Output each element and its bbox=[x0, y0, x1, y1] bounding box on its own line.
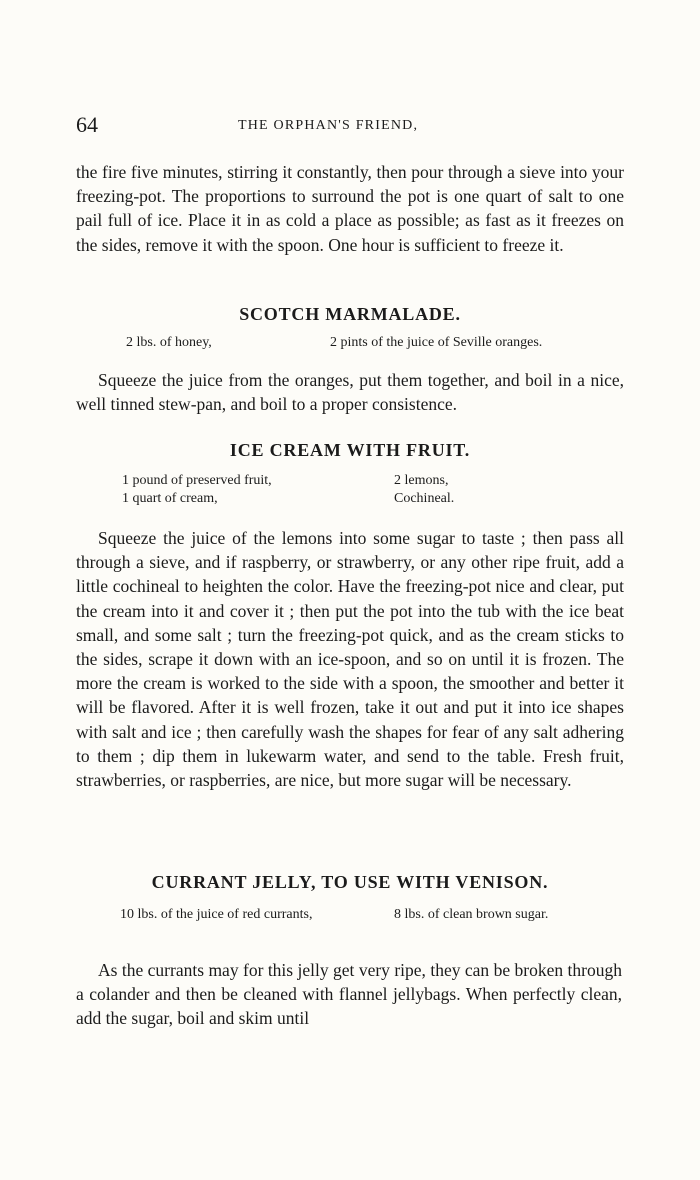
paragraph-currant-jelly: As the currants may for this jelly get very ripe, they can be broken through a colander and then be cleaned with flannel jellybags. When perfectly clean, add the sugar, boil and skim until bbox=[76, 960, 622, 1029]
ingredient: Cochineal. bbox=[394, 491, 455, 506]
ingredient: 1 pound of preserved fruit, bbox=[122, 473, 272, 488]
ingredient: 2 pints of the juice of Seville oranges. bbox=[330, 335, 543, 350]
ingredient: 1 quart of cream, bbox=[122, 491, 218, 506]
page-number: 64 bbox=[76, 112, 98, 137]
paragraph-continued: the fire five minutes, stirring it constantly, then pour through a sieve into your freezing-pot. The proportions to surround the pot is one quart of salt to one pail full of ice. Place it in as cold a place as possible; as fast as it freezes on the sides, remove it with the spoon. One hour is sufficient to freeze it. bbox=[76, 162, 624, 255]
heading-currant-jelly: CURRANT JELLY, TO USE WITH VENISON. bbox=[151, 872, 549, 892]
running-head bbox=[76, 112, 624, 142]
ingredient: 8 lbs. of clean brown sugar. bbox=[394, 907, 549, 922]
running-title: THE ORPHAN'S FRIEND, bbox=[238, 118, 419, 133]
paragraph-scotch-marmalade: Squeeze the juice from the oranges, put them together, and boil in a nice, well tinned stew-pan, and boil to a proper consistence. bbox=[76, 370, 624, 415]
heading-ice-cream-with-fruit: ICE CREAM WITH FRUIT. bbox=[229, 440, 471, 460]
heading-scotch-marmalade: SCOTCH MARMALADE. bbox=[239, 304, 461, 324]
ingredient: 2 lbs. of honey, bbox=[126, 335, 212, 350]
paragraph-ice-cream-with-fruit: Squeeze the juice of the lemons into some sugar to taste ; then pass all through a sieve, and if raspberry, or strawberry, or any other ripe fruit, add a little cochineal to heighten the color. Have the freezing-pot nice and clear, put the cream into it and cover it ; then put the pot into the tub with the ice beat small, and some salt ; turn the freezing-pot quick, and as the cream sticks to the sides, scrape it down with an ice-spoon, and so on until it is frozen. The more the cream is worked to the side with a spoon, the smoother and better it will be flavored. After it is well frozen, take it out and put it into ice shapes with salt and ice ; then carefully wash the shapes for fear of any salt adhering to them ; dip them in lukewarm water, and send to the table. Fresh fruit, strawberries, or raspberries, are nice, but more sugar will be necessary. bbox=[76, 528, 624, 791]
ingredient: 2 lemons, bbox=[394, 473, 449, 488]
ingredient: 10 lbs. of the juice of red currants, bbox=[120, 907, 313, 922]
